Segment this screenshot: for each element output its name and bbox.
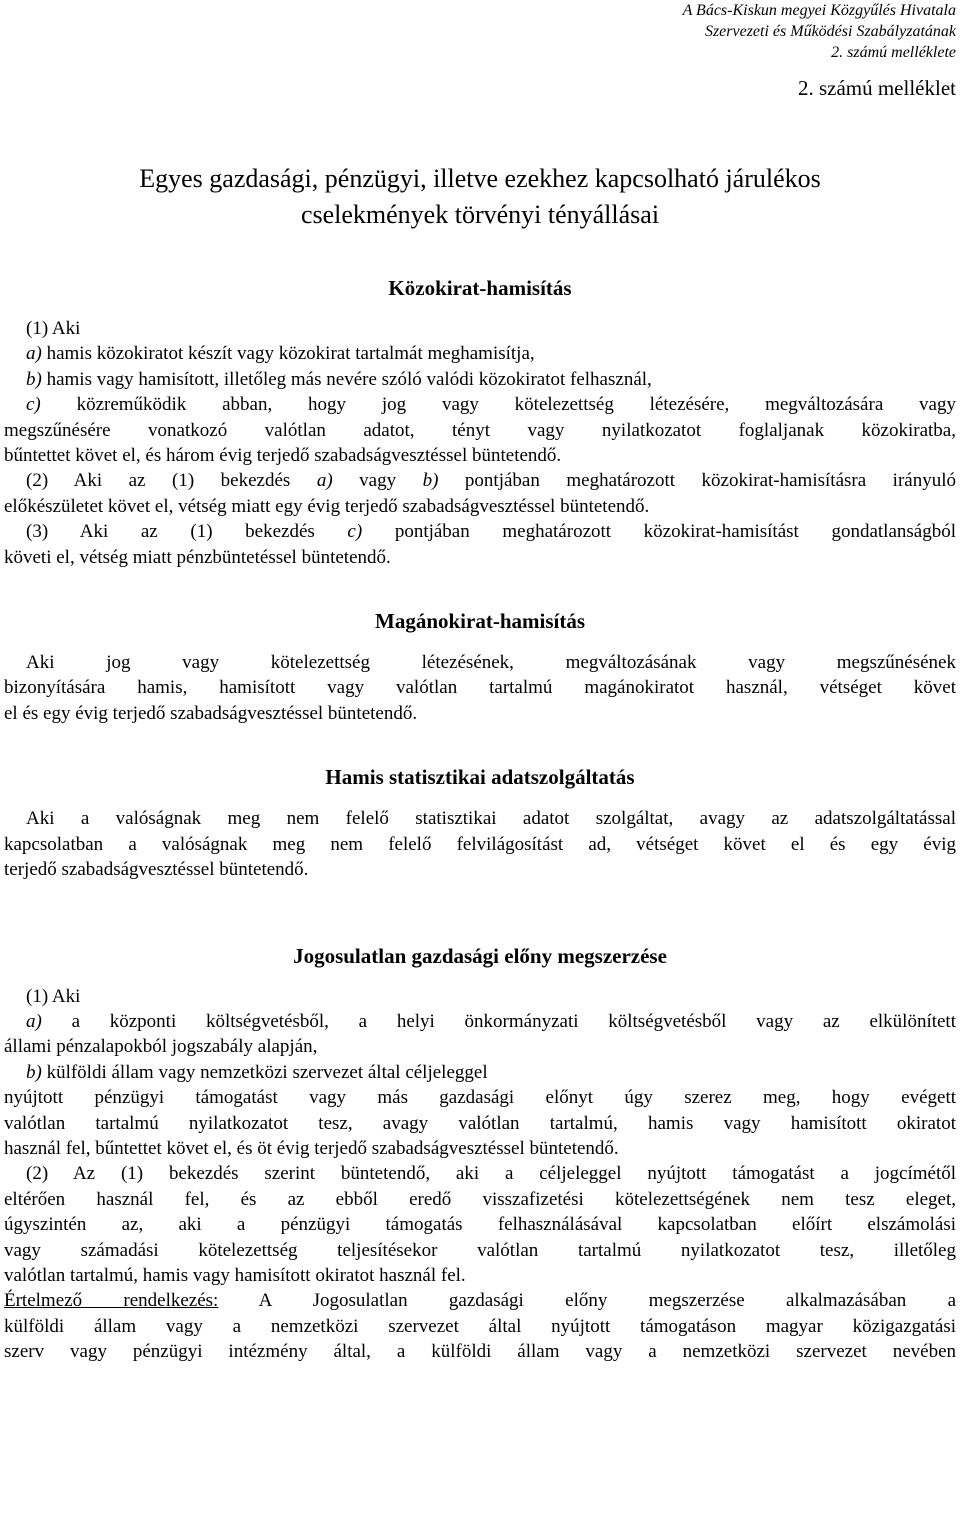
elony-p1-b-label: b) [26,1061,42,1083]
document-header-note [4,0,956,63]
kozokirat-p1-c-label: c) [26,394,41,416]
kozokirat-p2-part3: pontjában meghatározott közokirat-hamisításra irányuló [438,470,956,492]
title-line-1: Egyes gazdasági, pénzügyi, illetve ezekhez kapcsolható járulékos [139,164,821,193]
ertelmezo-rendelkezes-label: Értelmező rendelkezés: [4,1290,219,1312]
kozokirat-p2-a: a) [316,470,333,492]
kozokirat-p2-b: b) [422,470,439,492]
kozokirat-p2-line2: előkészületet követ el, vétség miatt egy évig terjedő szabadságvesztéssel büntetendő. [4,495,650,517]
kozokirat-p3-part2: pontjában meghatározott közokirat-hamisítást gondatlanságból [362,521,956,543]
elony-p1-line5: valótlan tartalmú nyilatkozatot tesz, avagy valótlan tartalmú, hamis vagy hamisított okiratot [4,1112,956,1134]
annex-label: 2. számú melléklet [797,76,956,100]
kozokirat-p1-b [4,367,956,392]
section-statisztika [4,764,956,882]
section-heading-elony: Jogosulatlan gazdasági előny megszerzése [293,943,667,968]
elony-p2-line4: vagy számadási kötelezettség teljesítésekor valótlan tartalmú nyilatkozatot tesz, illetőleg [4,1239,956,1261]
elony-p1-a-line2: állami pénzalapokból jogszabály alapján, [4,1036,318,1058]
kozokirat-p1-intro-text: (1) Aki [26,318,81,339]
elony-p1-b [4,1060,956,1085]
kozokirat-p1-a-label: a) [26,343,42,365]
statisztika-line1: Aki a valóságnak meg nem felelő statisztikai adatot szolgáltat, avagy az adatszolgáltatással [26,808,956,830]
section-heading-kozokirat: Közokirat-hamisítás [388,276,572,300]
section-maganokirat [4,608,956,726]
elony-ert-line1 [4,1288,956,1313]
kozokirat-p3-line2: követi el, vétség miatt pénzbüntetéssel büntetendő. [4,546,391,568]
header-line-2: Szervezeti és Működési Szabályzatának [704,23,956,40]
maganokirat-line3: el és egy évig terjedő szabadságvesztéssel büntetendő. [4,702,418,724]
kozokirat-p3-part1: (3) Aki az (1) bekezdés [26,521,348,543]
elony-p2-line1: (2) Az (1) bekezdés szerint büntetendő, aki a céljeleggel nyújtott támogatást a jogcímétől [26,1163,956,1185]
maganokirat-line1: Aki jog vagy kötelezettség létezésének, megváltozásának vagy megszűnésének [26,652,956,674]
kozokirat-p1-b-text: hamis vagy hamisított, illetőleg más nevére szóló valódi közokiratot felhasznál, [41,368,652,390]
elony-p2-line3: úgyszintén az, aki a pénzügyi támogatás felhasználásával kapcsolatban előírt elszámolási [4,1214,956,1236]
elony-p1-a-text: a központi költségvetésből, a helyi önkormányzati költségvetésből vagy az elkülönített [41,1010,956,1032]
header-line-3: 2. számú melléklete [831,44,956,61]
statisztika-line2: kapcsolatban a valóságnak meg nem felelő felvilágosítást ad, vétséget követ el és egy évig [4,833,956,855]
kozokirat-p3 [4,519,956,544]
elony-ert-line2: külföldi állam vagy a nemzetközi szervezet által nyújtott támogatáson magyar közigazgatási [4,1315,956,1337]
section-elony [4,943,956,1365]
header-line-1: A Bács-Kiskun megyei Közgyűlés Hivatala [682,2,956,19]
section-heading-statisztika: Hamis statisztikai adatszolgáltatás [325,765,635,790]
elony-p2-line5: valótlan tartalmú, hamis vagy hamisított okiratot használ fel. [4,1264,466,1286]
elony-p1-a [4,1009,956,1034]
kozokirat-p1-c-line2: megszűnésére vonatkozó valótlan adatot, tényt vagy nyilatkozatot foglaljanak közokiratba, [4,419,956,441]
kozokirat-p1-a [4,341,956,366]
elony-ert-line3: szerv vagy pénzügyi intézmény által, a külföldi állam vagy a nemzetközi szervezet nevében [4,1341,956,1363]
kozokirat-p2 [4,468,956,493]
maganokirat-line2: bizonyítására hamis, hamisított vagy valótlan tartalmú magánokiratot használ, vétséget követ [4,677,956,699]
elony-p2-line2: eltérően használ fel, és az ebből eredő visszafizetési kötelezettségének nem tesz eleget, [4,1188,956,1210]
ertelmezo-rendelkezes-text: A Jogosulatlan gazdasági előny megszerzése alkalmazásában a [218,1290,957,1312]
elony-p1-intro [4,984,956,1009]
statisztika-line3: terjedő szabadságvesztéssel büntetendő. [4,859,309,881]
title-line-2: cselekmények törvényi tényállásai [300,200,660,229]
section-kozokirat [4,275,956,570]
kozokirat-p1-c-line3: bűntettet követ el, és három évig terjedő szabadságvesztéssel büntetendő. [4,445,562,467]
kozokirat-p3-c: c) [347,521,363,543]
kozokirat-p1-intro [4,316,956,341]
elony-p1-line6: használ fel, bűntettet követ el, és öt évig terjedő szabadságvesztéssel büntetendő. [4,1137,619,1159]
document-title [4,161,956,233]
kozokirat-p1-c [4,392,956,417]
kozokirat-p1-c-text: közreműködik abban, hogy jog vagy kötelezettség létezésére, megváltozására vagy [40,394,956,416]
elony-p1-intro-text: (1) Aki [26,985,81,1007]
kozokirat-p1-a-text: hamis közokiratot készít vagy közokirat tartalmát meghamisítja, [41,343,535,365]
elony-p1-line4: nyújtott pénzügyi támogatást vagy más gazdasági előnyt úgy szerez meg, hogy evégett [4,1087,956,1109]
kozokirat-p2-part1: (2) Aki az (1) bekezdés [26,470,317,492]
elony-p1-b-text: külföldi állam vagy nemzetközi szervezet által céljeleggel [41,1061,488,1083]
kozokirat-p1-b-label: b) [26,368,42,390]
kozokirat-p2-part2: vagy [332,470,423,492]
document-page [4,0,956,1365]
section-heading-maganokirat: Magánokirat-hamisítás [375,609,585,634]
elony-p1-a-label: a) [26,1010,42,1032]
